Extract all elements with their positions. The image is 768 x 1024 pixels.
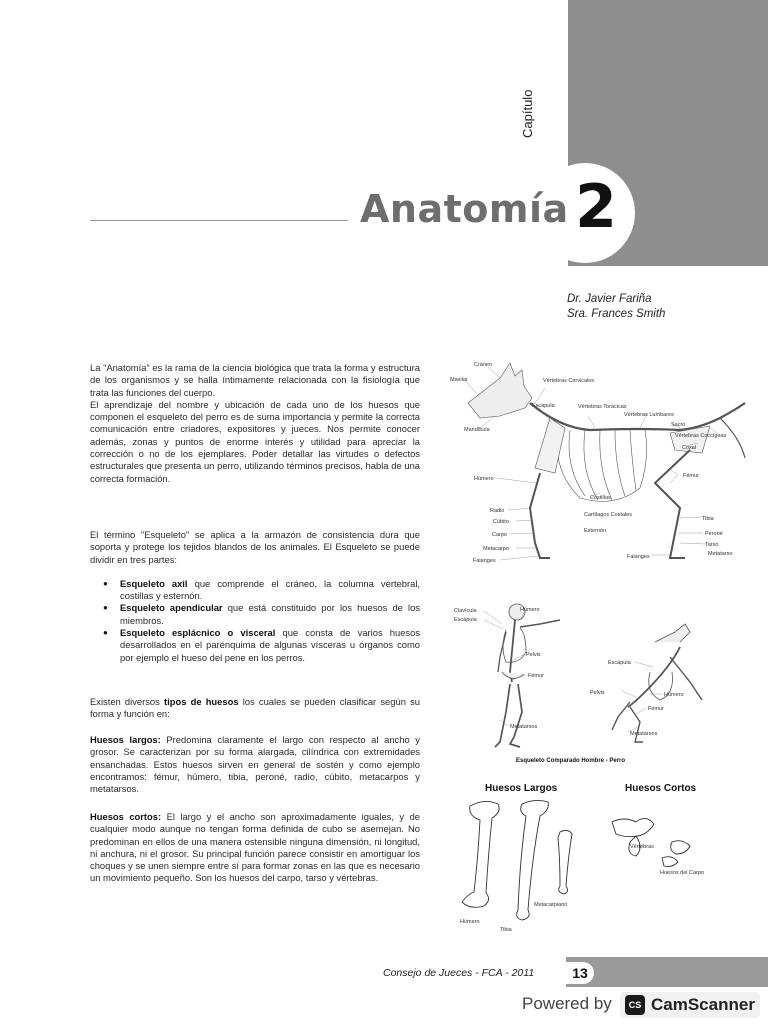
- author-2: Sra. Frances Smith: [567, 308, 666, 320]
- label-pelvis-dog: Pelvis: [590, 690, 605, 696]
- figure-caption: Esqueleto Comparado Hombre - Perro: [516, 758, 626, 764]
- label-mandibula: Mandíbula: [464, 427, 490, 433]
- vertebra-shape: [612, 818, 654, 836]
- short-bones-term: Huesos cortos:: [90, 811, 162, 822]
- label-costillas: Costillas: [590, 495, 611, 501]
- label-femur-dog: Fémur: [648, 706, 664, 712]
- label-vert-tor: Vértebras Torácicas: [578, 404, 627, 410]
- long-bones-term: Huesos largos:: [90, 734, 161, 745]
- label-vert-lum: Vértebras Lumbares: [624, 412, 674, 418]
- long-bones-title: Huesos Largos: [485, 783, 558, 794]
- skeleton-paragraph: El término "Esqueleto" se aplica a la armazón de consistencia dura que soporta y protege los tejidos blandos de los animales. El Esqueleto se puede dividir en tres partes:: [90, 529, 420, 565]
- text-span: Predomina claramente el largo con respecto al ancho y grosor. Se caracterizan por su forma alargada, cilíndrica con extremidades ensanchadas. Estos huesos sirven en general de sostén y como ejemplo encontramos: fémur, húmero, tibia, peroné, radio, cúbito, metacarpos y metatarsos.: [90, 734, 420, 795]
- label-humero: Húmero: [474, 476, 494, 482]
- part-term: Esqueleto apendicular: [120, 602, 223, 614]
- author-1: Dr. Javier Fariña: [567, 293, 652, 305]
- label-femur-human: Fémur: [528, 673, 544, 679]
- bone-types-term: tipos de huesos: [164, 696, 239, 707]
- label-femur: Fémur: [683, 473, 699, 479]
- label-humero-dog: Húmero: [664, 692, 684, 698]
- part-text: que está constituido por los huesos de los miembros.: [120, 602, 420, 626]
- label-vert-cocc: Vértebras Coccígeas: [675, 433, 727, 439]
- skeleton-parts-list: [90, 578, 420, 664]
- label-text: Vértebras Cervicales: [543, 378, 595, 384]
- label-maxilar: Maxilar: [450, 377, 468, 383]
- list-item: [120, 602, 420, 627]
- dog-skull-shape: [655, 624, 690, 642]
- label-tibia: Tibia: [702, 516, 714, 522]
- intro-section: [90, 362, 420, 485]
- long-bones-section: [90, 734, 420, 795]
- label-clavicula: Clavícula: [454, 608, 477, 614]
- intro-paragraph: La “Anatomía” es la rama de la ciencia biológica que trata la forma y estructura de los organismos y se halla íntimamente relacionada con la fisiología que trata las funciones del cuerpo.: [90, 362, 420, 398]
- bone-types-figure: [440, 798, 768, 938]
- chapter-number: 2: [575, 172, 617, 242]
- part-text: que comprende el cráneo, la columna vertebral, costillas y esternón.: [120, 577, 421, 602]
- text-span: El largo y el ancho son aproximadamente iguales, y de cualquier modo aunque no tengan forma definida de cubo se asemejan. No predominan en ellos de una manera ostensible ninguna dimensión, ni longitud, ni anchura, ni el grosor. Su principal función parece consistir en amortiguar los choques y se unen siempre entre sí para formar zonas en las que es necesario un movimiento pequeño. Son los huesos del carpo, tarso y vértebras.: [90, 811, 421, 884]
- list-item: [120, 578, 420, 603]
- page-title: Anatomía: [360, 187, 569, 231]
- label-escapula-dog: Escápula: [608, 660, 631, 666]
- label-cubito: Cúbito: [493, 519, 509, 525]
- label-falanges-2: Falanges: [627, 554, 650, 560]
- page-number: 13: [566, 962, 594, 984]
- short-bones-paragraph: [90, 811, 420, 885]
- part-term: Esqueleto axil: [120, 577, 188, 589]
- label-falanges: Falanges: [473, 558, 496, 564]
- label-pelvis-human: Pelvis: [526, 652, 541, 658]
- label-metacarpiano: Metacarpiano: [534, 902, 568, 908]
- compare-skeleton-figure: [440, 602, 768, 770]
- bone-types-intro: [90, 696, 420, 721]
- humerus-bone-shape: [462, 801, 499, 907]
- label-carpo: Carpo: [492, 532, 507, 538]
- label-radio: Radio: [490, 508, 505, 514]
- label-escapula: Escápula: [532, 403, 555, 409]
- camscanner-brand: CamScanner: [651, 995, 755, 1014]
- label-esternon: Esternón: [584, 528, 607, 534]
- skeleton-section: [90, 529, 420, 664]
- authors: [567, 292, 665, 322]
- footer-text: Consejo de Jueces - FCA - 2011: [383, 967, 535, 979]
- intro-paragraph-2: El aprendizaje del nombre y ubicación de cada uno de los huesos que componen el esqueleto del perro es de suma importancia y permite la correcta comunicación entre criadores, expositores y jueces. Nos permite conocer además, zonas y puntos de enorme interés y utilidad para apreciar la corrección o no de los ejemplares. Poder detallar las virtudes o defectos estructurales que presenta un perro, utilizando términos precisos, habla de una correcta formación.: [90, 398, 420, 484]
- short-bones-title: Huesos Cortos: [625, 783, 697, 794]
- label-perone: Peroné: [705, 531, 723, 537]
- label-carpo-bone: Huesos del Carpo: [660, 870, 705, 876]
- text-span: Existen diversos: [90, 696, 165, 707]
- label-metatarso: Metatarso: [708, 551, 733, 557]
- label-humero-human: Húmero: [520, 607, 540, 613]
- label-metatarsos-human: Metatarsos: [510, 724, 538, 730]
- label-escapula-human: Escápula: [454, 617, 477, 623]
- part-term: Esqueleto esplácnico o visceral: [120, 627, 276, 639]
- label-tibia-bone: Tibia: [500, 927, 512, 933]
- label-metatarsos-dog: Metatarsos: [630, 731, 658, 737]
- label-craneo: Cráneo: [474, 362, 493, 368]
- powered-by-text: Powered by: [522, 994, 612, 1013]
- title-rule: [90, 220, 348, 221]
- label-vertebras: Vértebras: [630, 844, 654, 850]
- chapter-label: Capítulo: [520, 89, 535, 138]
- carpal-bone-shape: [671, 841, 690, 854]
- short-bones-section: [90, 811, 420, 885]
- label-metacarpo: Metacarpo: [483, 546, 509, 552]
- label-cartilagos: Cartílagos Costales: [584, 512, 632, 518]
- label-tarso: Tarso: [705, 542, 719, 548]
- label-sacro: Sacro: [671, 422, 686, 428]
- camscanner-logo-icon: CS: [625, 995, 645, 1015]
- dog-skeleton-figure: [440, 358, 768, 568]
- long-bones-paragraph: [90, 734, 420, 795]
- list-item: [120, 627, 420, 664]
- footer-bar: [566, 957, 768, 987]
- bone-types-paragraph: [90, 696, 420, 721]
- label-humero-bone: Húmero: [460, 919, 480, 925]
- part-text: que consta de varios huesos desarrollados en el parénquima de algunas vísceras u órganos como por ejemplo el hueso del pene en los perros.: [120, 627, 421, 663]
- metacarpal-bone-shape: [558, 830, 572, 894]
- text-span: los cuales se pueden clasificar según su forma y función en:: [90, 696, 420, 720]
- label-vert-cerv: [543, 378, 594, 384]
- skull-shape: [468, 363, 532, 418]
- label-coxal: Coxal: [682, 445, 697, 451]
